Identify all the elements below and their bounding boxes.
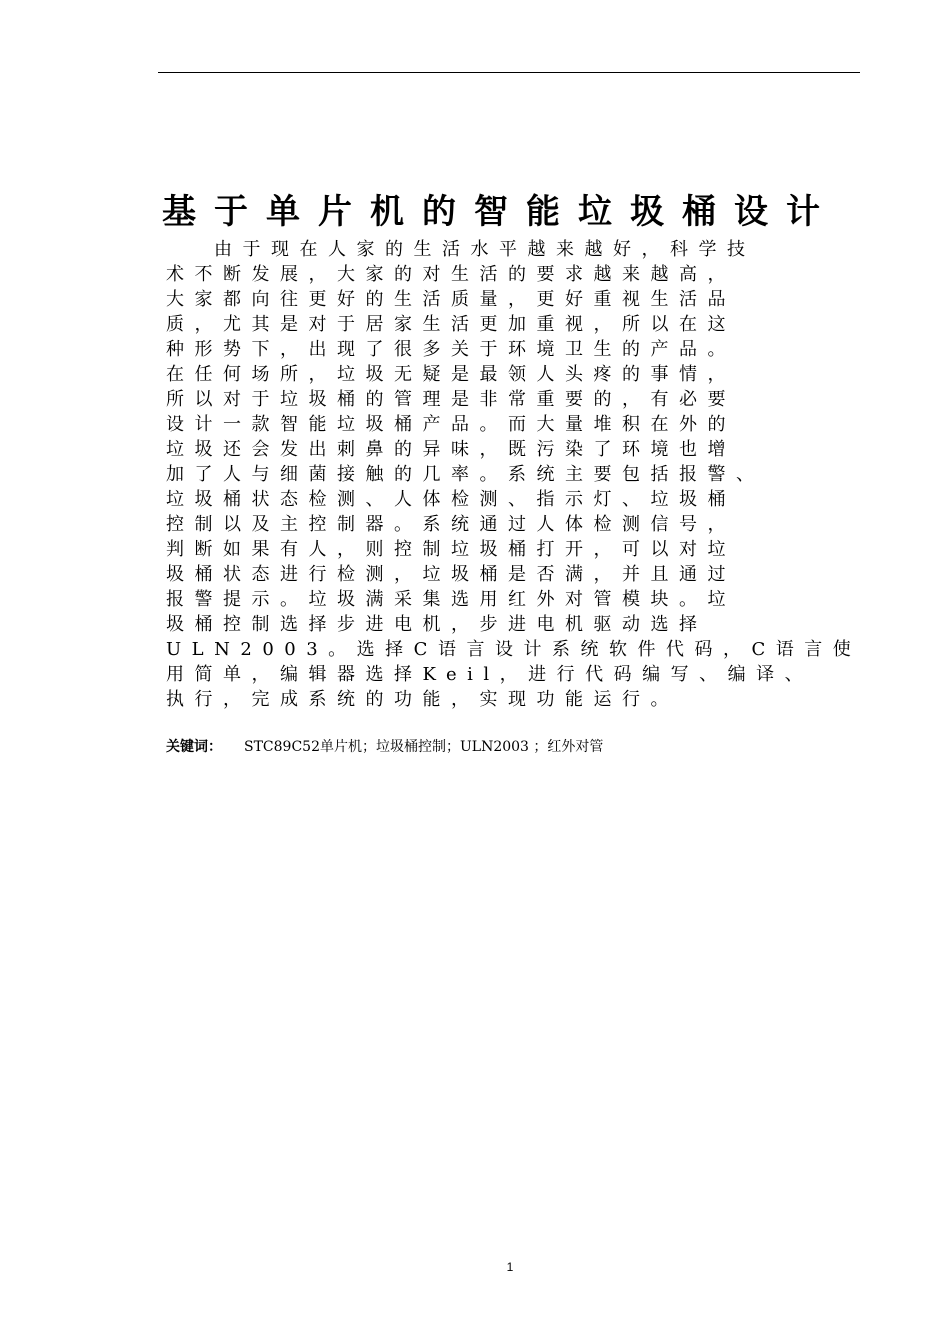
keywords-text: STC89C52单片机；垃圾桶控制；ULN2003 ；红外对管 (244, 739, 604, 755)
abstract-line: 所以对于垃圾桶的管理是非常重要的，有必要 (166, 389, 736, 410)
document-title: 基于单片机的智能垃圾桶设计 (162, 192, 838, 232)
abstract-line: 垃圾桶状态检测、人体检测、指示灯、垃圾桶 (166, 489, 736, 510)
abstract-line: ULN2003。选择C语言设计系统软件代码，C语言使 (166, 639, 862, 660)
abstract-line: 在任何场所，垃圾无疑是最领人头疼的事情， (166, 364, 736, 385)
abstract-line: 控制以及主控制器。系统通过人体检测信号， (166, 514, 736, 535)
abstract-line: 报警提示。垃圾满采集选用红外对管模块。垃 (166, 589, 736, 610)
abstract-line: 由于现在人家的生活水平越来越好，科学技 (214, 239, 756, 260)
abstract-line: 大家都向往更好的生活质量，更好重视生活品 (166, 289, 736, 310)
abstract-line: 质，尤其是对于居家生活更加重视，所以在这 (166, 314, 736, 335)
abstract-line: 加了人与细菌接触的几率。系统主要包括报警、 (166, 464, 765, 485)
abstract-line: 圾桶控制选择步进电机，步进电机驱动选择 (166, 614, 708, 635)
abstract-line: 执行，完成系统的功能，实现功能运行。 (166, 689, 679, 710)
abstract-line: 设计一款智能垃圾桶产品。而大量堆积在外的 (166, 414, 736, 435)
abstract-body (166, 237, 866, 712)
keywords-label: 关键词： (166, 739, 222, 755)
abstract-line: 种形势下，出现了很多关于环境卫生的产品。 (166, 339, 736, 360)
abstract-line: 术不断发展，大家的对生活的要求越来越高， (166, 264, 736, 285)
abstract-line: 判断如果有人，则控制垃圾桶打开，可以对垃 (166, 539, 736, 560)
header-rule (158, 72, 860, 73)
abstract-line: 圾桶状态进行检测，垃圾桶是否满，并且通过 (166, 564, 736, 585)
page-number: 1 (506, 1260, 514, 1274)
keywords-line (166, 737, 603, 757)
abstract-line: 用简单，编辑器选择Keil，进行代码编写、编译、 (166, 664, 814, 685)
abstract-line: 垃圾还会发出刺鼻的异味，既污染了环境也增 (166, 439, 736, 460)
